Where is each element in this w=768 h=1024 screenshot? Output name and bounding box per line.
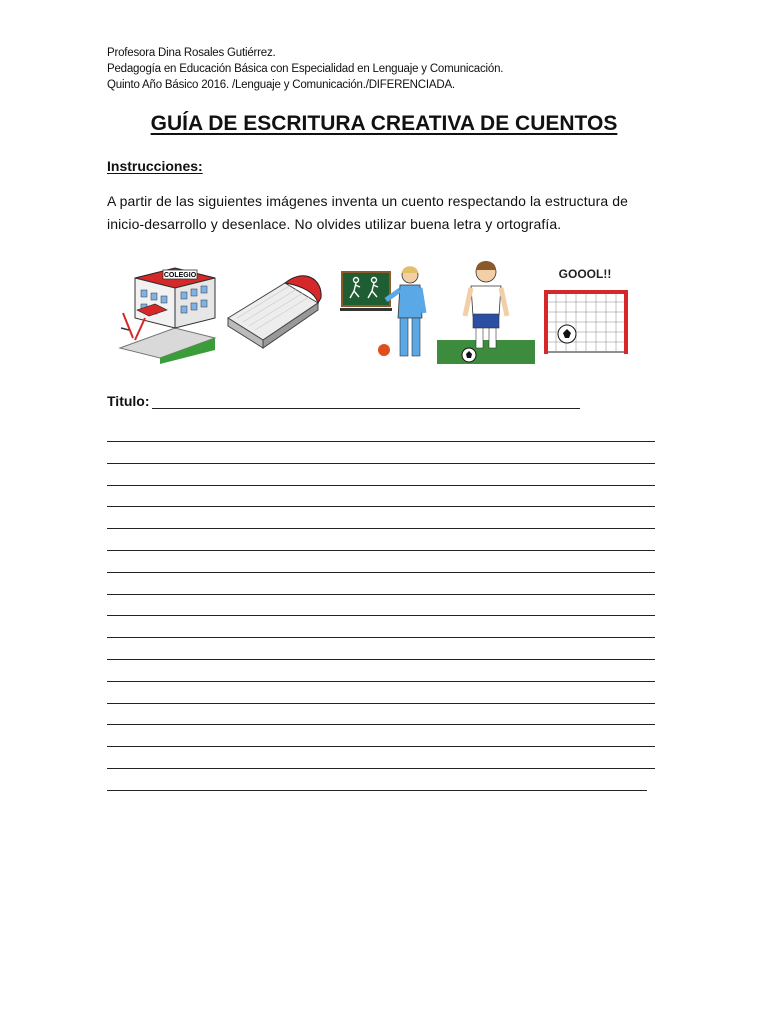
writing-line[interactable]: [107, 768, 655, 790]
story-title-label: Titulo:: [107, 393, 150, 409]
writing-line[interactable]: [107, 637, 655, 659]
notebook-picture: [223, 258, 325, 364]
school-sign-text: COLEGIO: [163, 272, 197, 279]
course-info: Quinto Año Básico 2016. /Lenguaje y Comunicación./DIFERENCIADA.: [107, 79, 455, 91]
program-name: Pedagogía en Educación Básica con Especialidad en Lenguaje y Comunicación.: [107, 63, 504, 75]
goal-text: GOOOL!!: [558, 267, 612, 281]
writing-line[interactable]: [107, 528, 655, 550]
teacher-board-picture: [340, 258, 435, 364]
writing-line[interactable]: [107, 572, 655, 594]
instructions-text: A partir de las siguientes imágenes inventa un cuento respectando la estructura de inicio-desarrollo y desenlace. No olvides utilizar buena letra y ortografía.: [107, 193, 629, 232]
writing-line[interactable]: [107, 594, 655, 616]
document-header: [107, 45, 503, 93]
teacher-name: Profesora Dina Rosales Gutiérrez.: [107, 47, 276, 59]
writing-area[interactable]: [107, 441, 655, 812]
writing-line[interactable]: [107, 703, 655, 725]
writing-line[interactable]: [107, 790, 647, 812]
writing-line[interactable]: [107, 441, 655, 463]
writing-line[interactable]: [107, 550, 655, 572]
instructions-label: Instrucciones:: [107, 158, 203, 174]
football-player-picture: [437, 258, 535, 364]
page-title: GUÍA DE ESCRITURA CREATIVA DE CUENTOS: [150, 112, 618, 135]
writing-line[interactable]: [107, 724, 655, 746]
writing-line[interactable]: [107, 506, 655, 528]
goal-picture: [540, 258, 635, 364]
writing-line[interactable]: [107, 746, 655, 768]
story-title-line[interactable]: [152, 392, 580, 409]
story-pictures: [115, 258, 635, 364]
writing-line[interactable]: [107, 463, 655, 485]
story-title-field[interactable]: [107, 392, 580, 409]
writing-line[interactable]: [107, 659, 655, 681]
school-picture: [115, 258, 217, 364]
writing-line[interactable]: [107, 615, 655, 637]
writing-line[interactable]: [107, 681, 655, 703]
writing-line[interactable]: [107, 485, 655, 507]
